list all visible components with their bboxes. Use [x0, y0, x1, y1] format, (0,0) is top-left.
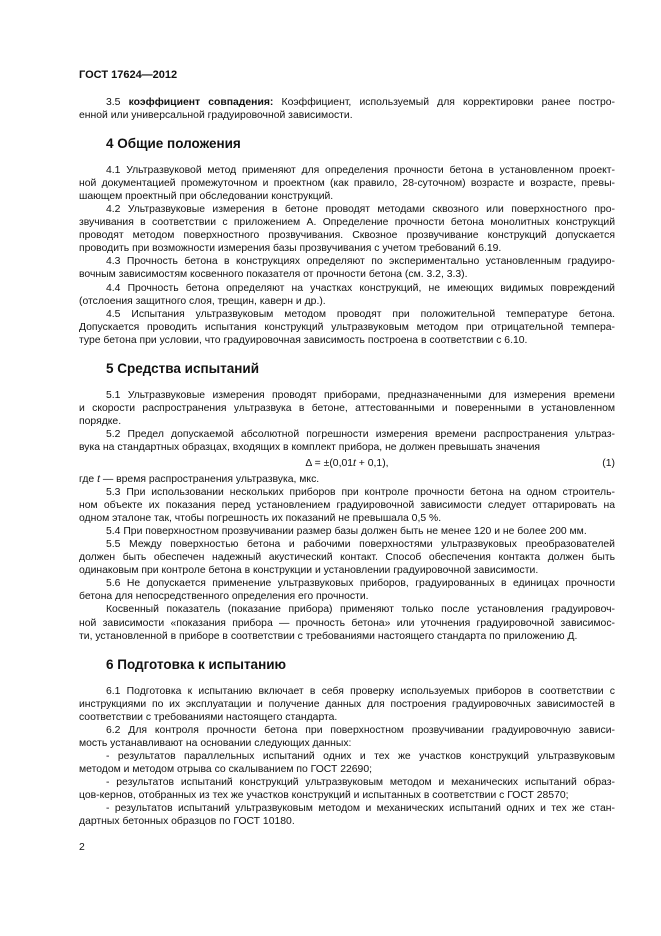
- page-number: 2: [79, 842, 85, 854]
- paragraph: [79, 776, 615, 802]
- text-line: одинаковым при контроле бетона в конструкции и установлении градуировочной зависимости.: [79, 565, 539, 577]
- text-line: 5.1 Ультразвуковые измерения проводят приборами, предназначенными для измерения времени: [106, 389, 615, 401]
- paragraph: [79, 486, 615, 525]
- text-line: - результатов параллельных испытаний одних и тех же участков конструкций ультразвуковым: [106, 750, 615, 762]
- text-line: инструкциями по их эксплуатации и получение данных для построения градуировочных зависимостей в: [79, 698, 615, 710]
- text-line: бетона для непосредственного определения его прочности.: [79, 591, 369, 603]
- paragraph: [79, 255, 615, 281]
- text-line: ном объекте их показания перед установлением градуировочной зависимости следует оттарировать на: [79, 500, 615, 512]
- text-line: ти, установленной в приборе в соответствии с требованиями настоящего стандарта по приложению Д.: [79, 630, 578, 642]
- text-line: вука на стандартных образцах, входящих в комплект прибора, не должен превышать значения: [79, 441, 541, 453]
- paragraph: [79, 685, 615, 724]
- text-line: 5.4 При поверхностном прозвучивании размер базы должен быть не менее 120 и не более 200 мм.: [106, 526, 587, 538]
- text-line: [79, 473, 615, 486]
- text-line: порядке.: [79, 415, 122, 427]
- text-segment: — время распространения ультразвука, мкс.: [99, 473, 320, 485]
- text-line: 5.6 Не допускается применение ультразвуковых приборов, градуированных в единицах прочности: [106, 578, 615, 590]
- variable: t: [353, 457, 356, 469]
- text-line: ной документацией промежуточном и проектном (как правило, 28-суточном) возрасте и возрасте, превы-: [79, 178, 615, 190]
- paragraph: [79, 577, 615, 603]
- text-line: 6.1 Подготовка к испытанию включает в себя проверку используемых приборов в соответствии с: [106, 685, 615, 697]
- text-line: должен быть обеспечен надежный акустический контакт. Способ обеспечения контакта должен быть: [79, 552, 615, 564]
- text-line: Косвенный показатель (показание прибора) применяют только после установления градуировоч-: [106, 604, 615, 616]
- paragraph: [79, 389, 615, 428]
- text-line: - результатов испытаний ультразвуковым методом и механических испытаний одних и тех же стан-: [106, 803, 615, 815]
- text-line: 4.1 Ультразвуковой метод применяют для определения прочности бетона в установленном проект-: [106, 165, 615, 177]
- text-line: (отслоения защитного слоя, трещин, каверн и др.).: [79, 295, 326, 307]
- text-line: 4.4 Прочность бетона определяют на участках конструкций, не имеющих видимых повреждений: [106, 282, 615, 294]
- text-line: Допускается проводить испытания конструкций ультразвуковым методом при отрицательной темпера-: [79, 321, 615, 333]
- text-line: вочным зависимостям косвенного показателя от прочности бетона (см. 3.2, 3.3).: [79, 269, 468, 281]
- text-segment: + 0,1),: [355, 457, 389, 469]
- paragraph: [79, 164, 615, 203]
- text-line: 4.2 Ультразвуковые измерения в бетоне проводят методами сквозного или поверхностного про-: [106, 204, 615, 216]
- paragraph: [79, 724, 615, 750]
- text-line: звучивания в соответствии с приложением А. Определение прочности бетона монолитных конструкций: [79, 217, 615, 229]
- text-line: 4.5 Испытания ультразвуковым методом проводят при положительной температуре бетона.: [106, 308, 615, 320]
- paragraph: [79, 282, 615, 308]
- text-line: 5.5 Между поверхностью бетона и рабочими поверхностями ультразвуковых преобразователей: [106, 539, 615, 551]
- text-segment: 3.5: [106, 97, 129, 108]
- text-line: туре бетона при условии, что градуировочная зависимость построена в соответствии с 6.10.: [79, 334, 528, 346]
- text-line: методом и методом отрыва со скалыванием по ГОСТ 22690;: [79, 763, 372, 775]
- text-segment: где: [79, 473, 98, 485]
- text-line: - результатов испытаний конструкций ультразвуковым методом и механических испытаний образ-: [106, 776, 615, 788]
- text-line: проводят методом поверхностного прозвучивания. Сквозное прозвучивание конструкций допускается: [79, 230, 615, 242]
- text-line: одном эталоне так, чтобы погрешность их показаний не превышала 0,5 %.: [79, 513, 442, 525]
- text-line: [79, 96, 615, 109]
- paragraph: [79, 473, 615, 486]
- variable: t: [97, 473, 100, 485]
- section-heading: 4 Общие положения: [106, 136, 241, 152]
- term: коэффициент совпадения:: [128, 97, 274, 108]
- text-line: и скорости распространения ультразвука в бетоне, аттестованными и поверенными в установленном: [79, 402, 615, 414]
- paragraph: [79, 308, 615, 347]
- text-line: енной или универсальной градуировочной зависимости.: [79, 110, 353, 122]
- text-segment: Коэффициент, используемый для корректировки ранее постро-: [273, 97, 615, 108]
- text-line: 6.2 Для контроля прочности бетона при поверхностном прозвучивании градуировочную зависи-: [106, 724, 615, 736]
- text-line: 4.3 Прочность бетона в конструкциях определяют по экспериментально установленным градуиро-: [106, 256, 615, 268]
- paragraph: [79, 203, 615, 255]
- paragraph: [79, 603, 615, 642]
- text-line: проводить при возможности измерения базы прозвучивания с учетом требований 6.19.: [79, 243, 502, 255]
- document-header: ГОСТ 17624—2012: [79, 69, 178, 81]
- section-heading: 5 Средства испытаний: [106, 360, 260, 376]
- text-line: дартных бетонных образцов по ГОСТ 10180.: [79, 816, 295, 828]
- text-line: 5.2 Предел допускаемой абсолютной погрешности измерения времени распространения ультраз-: [106, 428, 615, 440]
- paragraph: [79, 802, 615, 828]
- text-line: цов-кернов, отобранных из тех же участков конструкций и испытанных в соответствии с ГОСТ 28570;: [79, 789, 569, 801]
- paragraph: [79, 428, 615, 454]
- paragraph: [79, 96, 615, 122]
- text-segment: Δ = ±(0,01: [305, 457, 354, 469]
- text-line: ной зависимости «показания прибора — прочность бетона» или уточнения градуировочной зависимос-: [79, 617, 615, 629]
- document-page: [79, 68, 615, 854]
- formula-number: (1): [602, 457, 615, 469]
- formula: [79, 457, 615, 470]
- paragraph: [79, 750, 615, 776]
- text-line: шающем проектный при обследовании конструкций.: [79, 191, 334, 203]
- text-line: мость устанавливают на основании следующих данных:: [79, 737, 352, 749]
- text-line: 5.3 При использовании нескольких приборов при контроле прочности бетона на одном строитель-: [106, 487, 615, 499]
- text-line: соответствии с требованиями настоящего стандарта.: [79, 711, 338, 723]
- paragraph: [79, 525, 615, 538]
- section-heading: 6 Подготовка к испытанию: [106, 656, 287, 672]
- paragraph: [79, 538, 615, 577]
